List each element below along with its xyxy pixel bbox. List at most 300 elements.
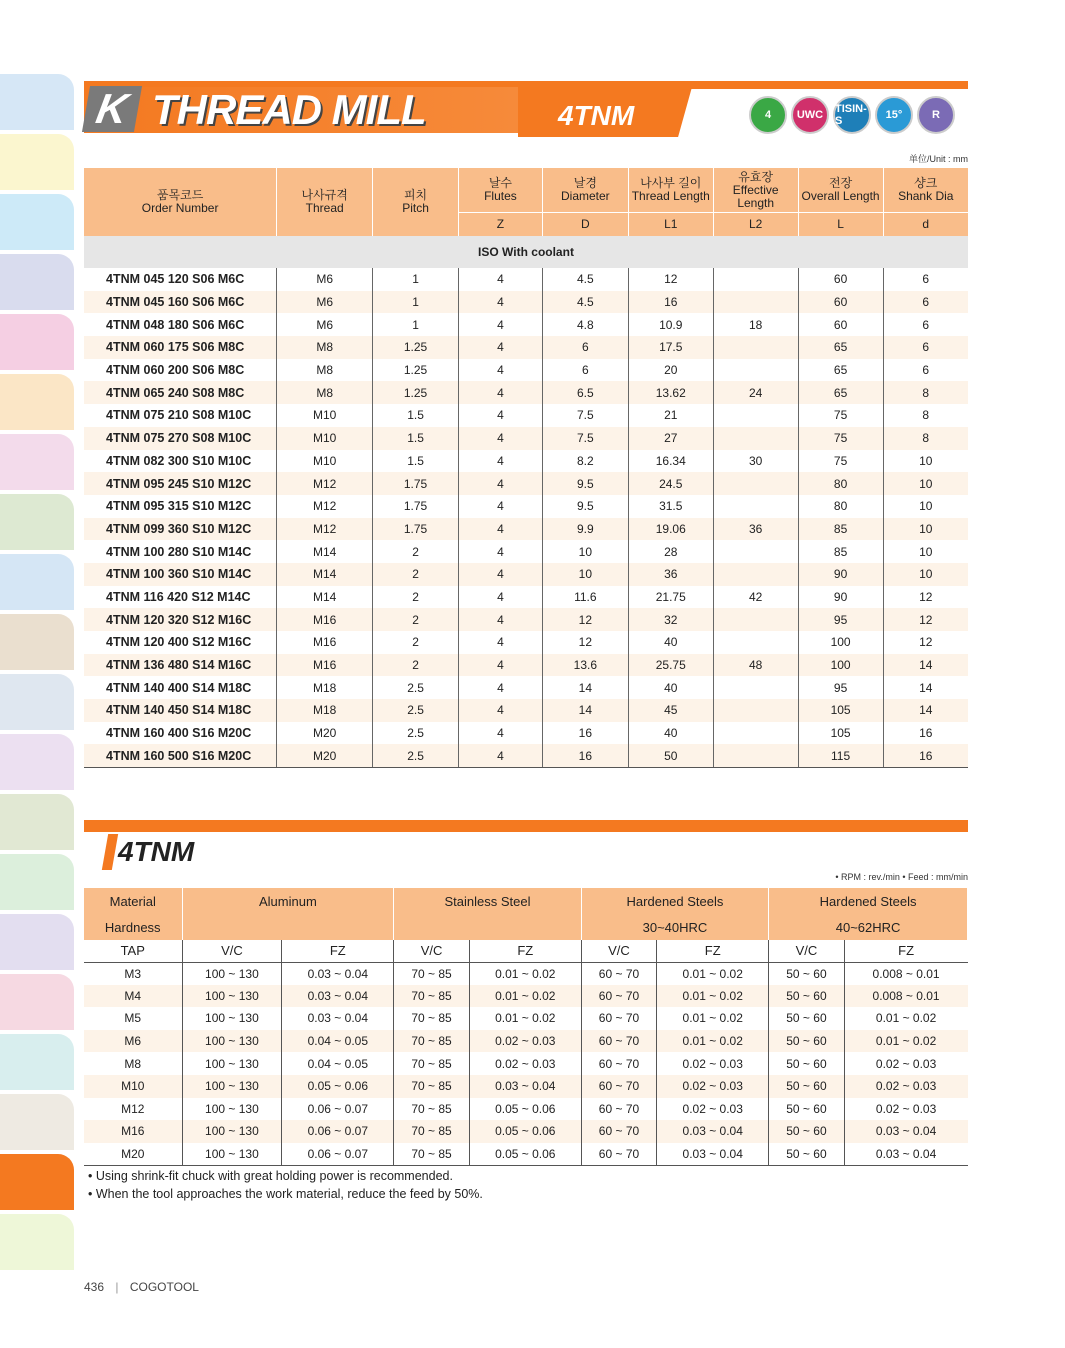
side-tab xyxy=(0,1154,74,1210)
tap-size: M8 xyxy=(84,1052,182,1075)
column-header-en: Overall Length xyxy=(801,189,880,204)
side-tab xyxy=(0,254,74,310)
cell: 0.01 ~ 0.02 xyxy=(657,1007,769,1030)
column-header xyxy=(798,168,883,213)
cell: 0.03 ~ 0.04 xyxy=(469,1075,581,1098)
column-header-en: Thread Length xyxy=(631,189,710,204)
badge-icon: R xyxy=(917,96,955,134)
cell: 60 ~ 70 xyxy=(581,962,656,985)
cell: 105 xyxy=(798,699,883,722)
cell: 1 xyxy=(373,291,459,314)
cell: 4 xyxy=(458,336,542,359)
fz-label: FZ xyxy=(844,940,967,962)
cell: 50 ~ 60 xyxy=(769,1052,844,1075)
cell: 0.02 ~ 0.03 xyxy=(657,1052,769,1075)
cell: 4 xyxy=(458,744,542,767)
column-header-en: Flutes xyxy=(484,189,517,204)
column-header xyxy=(628,168,713,213)
cell: 16 xyxy=(542,744,628,767)
cell xyxy=(713,291,798,314)
cell: 100 xyxy=(798,654,883,677)
note-1: • Using shrink-fit chuck with great holding power is recommended. xyxy=(88,1169,453,1183)
cell: 1.75 xyxy=(373,472,459,495)
cell: 48 xyxy=(713,654,798,677)
cell: 0.02 ~ 0.03 xyxy=(657,1098,769,1121)
hardness-value xyxy=(394,914,581,940)
cell: 4 xyxy=(458,699,542,722)
cell: 1.75 xyxy=(373,495,459,518)
cell: 4.8 xyxy=(542,313,628,336)
side-tab xyxy=(0,674,74,730)
brand-name: COGOTOOL xyxy=(129,1280,199,1294)
cell: 0.01 ~ 0.02 xyxy=(844,1030,967,1053)
cell: 7.5 xyxy=(542,404,628,427)
cell: 12 xyxy=(919,635,933,650)
cell: M16 xyxy=(277,608,373,631)
cell: 10 xyxy=(919,453,933,468)
cell: 60 ~ 70 xyxy=(581,985,656,1008)
vc-label: V/C xyxy=(769,940,844,962)
column-header-ko: 샹크 xyxy=(914,176,938,191)
cell: 40 xyxy=(628,722,713,745)
cell: 4 xyxy=(458,313,542,336)
cell: 4 xyxy=(458,518,542,541)
cell: 0.05 ~ 0.06 xyxy=(282,1075,394,1098)
hardness-value xyxy=(182,914,394,940)
cell: 0.01 ~ 0.02 xyxy=(469,985,581,1008)
cell: 80 xyxy=(798,472,883,495)
cell: 0.01 ~ 0.02 xyxy=(469,962,581,985)
cell: 75 xyxy=(798,450,883,473)
cell: 18 xyxy=(713,313,798,336)
cell: 12 xyxy=(883,608,968,631)
material-name: Hardened Steels xyxy=(581,888,768,914)
cell: 32 xyxy=(628,608,713,631)
cell: 70 ~ 85 xyxy=(394,962,469,985)
cell: 0.05 ~ 0.06 xyxy=(469,1143,581,1166)
cell: 9.5 xyxy=(542,472,628,495)
cell: 60 ~ 70 xyxy=(581,1030,656,1053)
cell: 10 xyxy=(919,499,933,514)
cell xyxy=(713,563,798,586)
cell: 0.02 ~ 0.03 xyxy=(875,1101,937,1116)
cell: 6 xyxy=(922,317,930,332)
order-number: 4TNM 160 400 S16 M20C xyxy=(84,722,277,745)
cell: 60 ~ 70 xyxy=(581,1075,656,1098)
cell: 45 xyxy=(628,699,713,722)
tap-size: M6 xyxy=(84,1030,182,1053)
cell: 100 ~ 130 xyxy=(182,985,282,1008)
column-symbol: d xyxy=(883,213,968,236)
order-number: 4TNM 160 500 S16 M20C xyxy=(84,744,277,767)
cell: 0.01 ~ 0.02 xyxy=(657,962,769,985)
cell: 100 xyxy=(798,631,883,654)
cell: M6 xyxy=(277,268,373,291)
cell: 0.06 ~ 0.07 xyxy=(282,1120,394,1143)
cell: 85 xyxy=(798,540,883,563)
cell: M12 xyxy=(277,472,373,495)
k-logo: K xyxy=(82,86,142,132)
column-header-en: Effective Length xyxy=(732,182,779,210)
cell: 17.5 xyxy=(628,336,713,359)
table-row xyxy=(84,1098,968,1121)
cell: 70 ~ 85 xyxy=(394,985,469,1008)
column-symbol: L xyxy=(798,213,883,236)
cell: 14 xyxy=(542,676,628,699)
side-tab xyxy=(0,194,74,250)
cell: 10 xyxy=(883,472,968,495)
table-row xyxy=(84,291,968,314)
side-tab xyxy=(0,494,74,550)
cell: 0.008 ~ 0.01 xyxy=(844,985,967,1008)
side-tab xyxy=(0,914,74,970)
side-tab xyxy=(0,794,74,850)
vc-label: V/C xyxy=(182,940,282,962)
order-number: 4TNM 075 210 S08 M10C xyxy=(84,404,277,427)
cell: 60 ~ 70 xyxy=(581,1120,656,1143)
cell: 21 xyxy=(628,404,713,427)
cell xyxy=(713,631,798,654)
table-row xyxy=(84,427,968,450)
cell: 2.5 xyxy=(373,744,459,767)
table-row xyxy=(84,563,968,586)
cell: 65 xyxy=(798,381,883,404)
cell: 75 xyxy=(798,427,883,450)
cell: 105 xyxy=(798,722,883,745)
cell: 12 xyxy=(628,268,713,291)
cell: 50 ~ 60 xyxy=(769,1120,844,1143)
tap-size: M3 xyxy=(84,962,182,985)
cell: 21.75 xyxy=(628,586,713,609)
hardness-value: 30~40HRC xyxy=(581,914,768,940)
table-row xyxy=(84,962,968,985)
cell: 2 xyxy=(373,563,459,586)
cell: 50 xyxy=(628,744,713,767)
tap-size: M4 xyxy=(84,985,182,1008)
cell: 0.02 ~ 0.03 xyxy=(844,1075,967,1098)
cell: 60 ~ 70 xyxy=(581,1143,656,1166)
cell: M10 xyxy=(277,404,373,427)
cell: 0.01 ~ 0.02 xyxy=(657,985,769,1008)
footer-separator: | xyxy=(115,1280,119,1294)
cell: 0.02 ~ 0.03 xyxy=(657,1075,769,1098)
unit-label: 单位/Unit : mm xyxy=(908,154,968,164)
cell: 0.02 ~ 0.03 xyxy=(875,1056,937,1071)
column-header xyxy=(458,168,542,213)
cell: 60 xyxy=(798,313,883,336)
cell: 115 xyxy=(798,744,883,767)
column-header-en: Shank Dia xyxy=(898,189,954,204)
column-header-en: Order Number xyxy=(141,201,219,215)
cell: M20 xyxy=(277,744,373,767)
cell: 50 ~ 60 xyxy=(769,1098,844,1121)
cell: 2 xyxy=(373,608,459,631)
column-symbol: L1 xyxy=(628,213,713,236)
cell: 14 xyxy=(919,680,933,695)
cell: 100 ~ 130 xyxy=(182,962,282,985)
cell xyxy=(713,722,798,745)
table-row xyxy=(84,472,968,495)
cell: 100 ~ 130 xyxy=(182,1098,282,1121)
cell: 16 xyxy=(883,744,968,767)
cell: 90 xyxy=(798,586,883,609)
cell: 9.5 xyxy=(542,495,628,518)
cell: M10 xyxy=(277,427,373,450)
cell: 70 ~ 85 xyxy=(394,1052,469,1075)
cell: 40 xyxy=(628,676,713,699)
order-number: 4TNM 100 280 S10 M14C xyxy=(84,540,277,563)
cell: 2 xyxy=(373,540,459,563)
cell: 4 xyxy=(458,268,542,291)
cell xyxy=(713,336,798,359)
cell: 4.5 xyxy=(542,268,628,291)
column-header-ko: 품목코드 xyxy=(156,188,204,202)
order-number: 4TNM 120 320 S12 M16C xyxy=(84,608,277,631)
cell: 12 xyxy=(542,631,628,654)
cell: 25.75 xyxy=(628,654,713,677)
table-row xyxy=(84,586,968,609)
cell xyxy=(713,359,798,382)
cell: 1.5 xyxy=(373,427,459,450)
order-number: 4TNM 095 245 S10 M12C xyxy=(84,472,277,495)
cell: 4 xyxy=(458,676,542,699)
cell: 4 xyxy=(458,540,542,563)
cell: 24.5 xyxy=(628,472,713,495)
side-tab xyxy=(0,314,74,370)
cell: 0.04 ~ 0.05 xyxy=(282,1030,394,1053)
table-row xyxy=(84,744,968,767)
cell: 10 xyxy=(542,540,628,563)
cell: 0.02 ~ 0.03 xyxy=(469,1052,581,1075)
side-tab xyxy=(0,1214,74,1270)
cell: 0.03 ~ 0.04 xyxy=(657,1120,769,1143)
side-tab xyxy=(0,434,74,490)
cell: M8 xyxy=(277,381,373,404)
cell: 0.03 ~ 0.04 xyxy=(657,1143,769,1166)
side-tab xyxy=(0,854,74,910)
table-row xyxy=(84,722,968,745)
cell: 100 ~ 130 xyxy=(182,1030,282,1053)
cell: 4 xyxy=(458,563,542,586)
cell: 4 xyxy=(458,404,542,427)
cell: M6 xyxy=(277,291,373,314)
order-number: 4TNM 075 270 S08 M10C xyxy=(84,427,277,450)
notes xyxy=(88,1167,483,1203)
cell: 16 xyxy=(628,291,713,314)
note-2: • When the tool approaches the work material, reduce the feed by 50%. xyxy=(88,1187,483,1201)
column-header xyxy=(542,168,628,213)
table-row xyxy=(84,268,968,291)
cell: 90 xyxy=(798,563,883,586)
cell xyxy=(713,608,798,631)
cell: 6 xyxy=(883,291,968,314)
cell: 19.06 xyxy=(628,518,713,541)
cell: 100 ~ 130 xyxy=(182,1007,282,1030)
tap-size: M5 xyxy=(84,1007,182,1030)
cell xyxy=(713,699,798,722)
column-header xyxy=(277,168,373,236)
cell: 4 xyxy=(458,586,542,609)
table-row xyxy=(84,699,968,722)
cell: 50 ~ 60 xyxy=(769,1030,844,1053)
cell: 100 ~ 130 xyxy=(182,1143,282,1166)
cell: 60 xyxy=(798,268,883,291)
order-number: 4TNM 060 200 S06 M8C xyxy=(84,359,277,382)
cell: 0.04 ~ 0.05 xyxy=(282,1052,394,1075)
cell xyxy=(713,540,798,563)
spec-table xyxy=(84,168,968,768)
cell: 16 xyxy=(542,722,628,745)
side-tab xyxy=(0,1094,74,1150)
table-row xyxy=(84,1075,968,1098)
cell: 1.75 xyxy=(373,518,459,541)
column-symbol: Z xyxy=(458,213,542,236)
cell: 65 xyxy=(798,336,883,359)
table-row xyxy=(84,1143,968,1166)
material-name: Stainless Steel xyxy=(394,888,581,914)
cell: 16.34 xyxy=(628,450,713,473)
cell: 14 xyxy=(883,699,968,722)
units-legend: • RPM : rev./min • Feed : mm/min xyxy=(835,872,968,882)
cell: 100 ~ 130 xyxy=(182,1075,282,1098)
cell: 60 ~ 70 xyxy=(581,1007,656,1030)
cell: 2.5 xyxy=(373,722,459,745)
column-symbol: D xyxy=(542,213,628,236)
model-title: 4TNM xyxy=(558,100,635,131)
page-title: THREAD MILL xyxy=(152,86,426,133)
cell: 0.02 ~ 0.03 xyxy=(469,1030,581,1053)
cell: 50 ~ 60 xyxy=(769,1143,844,1166)
cell: M12 xyxy=(277,495,373,518)
cell: M16 xyxy=(277,631,373,654)
table-row xyxy=(84,1030,968,1053)
cell: M14 xyxy=(277,586,373,609)
column-header-en: Pitch xyxy=(402,201,429,215)
cell: 6 xyxy=(922,272,930,287)
cell: 4 xyxy=(458,359,542,382)
tap-size: M10 xyxy=(84,1075,182,1098)
page-footer xyxy=(84,1280,199,1294)
cell: 70 ~ 85 xyxy=(394,1098,469,1121)
cell: 70 ~ 85 xyxy=(394,1075,469,1098)
cell: 10.9 xyxy=(628,313,713,336)
cell: 1.25 xyxy=(373,381,459,404)
cell: 20 xyxy=(628,359,713,382)
cell: 60 xyxy=(798,291,883,314)
cell xyxy=(713,744,798,767)
cell: 60 ~ 70 xyxy=(581,1052,656,1075)
order-number: 4TNM 048 180 S06 M6C xyxy=(84,313,277,336)
cell: 13.62 xyxy=(628,381,713,404)
order-number: 4TNM 060 175 S06 M8C xyxy=(84,336,277,359)
table-row xyxy=(84,495,968,518)
order-number: 4TNM 120 400 S12 M16C xyxy=(84,631,277,654)
table-row xyxy=(84,1120,968,1143)
cell: 2 xyxy=(373,631,459,654)
cell: 70 ~ 85 xyxy=(394,1120,469,1143)
badge-icon: 15° xyxy=(875,96,913,134)
table-row xyxy=(84,450,968,473)
cell: 1.5 xyxy=(373,404,459,427)
table-row xyxy=(84,359,968,382)
fz-label: FZ xyxy=(657,940,769,962)
tap-size: M16 xyxy=(84,1120,182,1143)
material-name: Hardened Steels xyxy=(769,888,968,914)
cell xyxy=(713,427,798,450)
cell: 4 xyxy=(458,722,542,745)
cell: 6 xyxy=(922,363,930,378)
hardness-label: Hardness xyxy=(84,914,182,940)
cell: 70 ~ 85 xyxy=(394,1007,469,1030)
column-header-en: Thread xyxy=(305,201,344,215)
cell: 16 xyxy=(919,726,933,741)
cell: 0.03 ~ 0.04 xyxy=(282,985,394,1008)
cell: 24 xyxy=(713,381,798,404)
cell: 1.25 xyxy=(373,359,459,382)
column-header-en: Diameter xyxy=(560,189,610,204)
table-row xyxy=(84,654,968,677)
cell: 0.05 ~ 0.06 xyxy=(469,1120,581,1143)
cell: 4 xyxy=(458,472,542,495)
cell: 0.01 ~ 0.02 xyxy=(875,1011,937,1026)
column-header-ko: 날수 xyxy=(488,176,513,191)
cell: 8 xyxy=(883,381,968,404)
side-tab xyxy=(0,554,74,610)
cell: 6 xyxy=(542,359,628,382)
table-row xyxy=(84,676,968,699)
cell xyxy=(713,676,798,699)
cell: 2.5 xyxy=(373,699,459,722)
cell: 30 xyxy=(713,450,798,473)
fz-label: FZ xyxy=(469,940,581,962)
order-number: 4TNM 065 240 S08 M8C xyxy=(84,381,277,404)
cell: 50 ~ 60 xyxy=(769,985,844,1008)
cell: 0.06 ~ 0.07 xyxy=(282,1098,394,1121)
cell: 100 ~ 130 xyxy=(182,1052,282,1075)
badge-icon: 4 xyxy=(749,96,787,134)
cell: 0.03 ~ 0.04 xyxy=(282,962,394,985)
order-number: 4TNM 045 160 S06 M6C xyxy=(84,291,277,314)
side-index-tabs xyxy=(0,74,74,1274)
column-header xyxy=(883,168,968,213)
order-number: 4TNM 099 360 S10 M12C xyxy=(84,518,277,541)
cell: 10 xyxy=(883,563,968,586)
section-label: ISO With coolant xyxy=(84,236,968,268)
tap-label: TAP xyxy=(84,940,182,962)
cell: 6.5 xyxy=(542,381,628,404)
tap-size: M20 xyxy=(84,1143,182,1166)
cell: 4 xyxy=(458,495,542,518)
column-header-ko: 피치 xyxy=(403,188,428,202)
cell: M8 xyxy=(277,359,373,382)
column-header-ko: 날경 xyxy=(573,176,597,191)
cell: 2 xyxy=(373,586,459,609)
vc-label: V/C xyxy=(394,940,469,962)
cell: 7.5 xyxy=(542,427,628,450)
badge-icon: UWC xyxy=(791,96,829,134)
cell: 0.03 ~ 0.04 xyxy=(844,1143,967,1166)
cell: 40 xyxy=(628,631,713,654)
table-row xyxy=(84,631,968,654)
cell: 100 ~ 130 xyxy=(182,1120,282,1143)
table-row xyxy=(84,1052,968,1075)
cell: M8 xyxy=(277,336,373,359)
cell: 70 ~ 85 xyxy=(394,1143,469,1166)
column-header-ko: 전장 xyxy=(828,176,853,191)
cell: 4 xyxy=(458,291,542,314)
cell: M12 xyxy=(277,518,373,541)
cell: 70 ~ 85 xyxy=(394,1030,469,1053)
